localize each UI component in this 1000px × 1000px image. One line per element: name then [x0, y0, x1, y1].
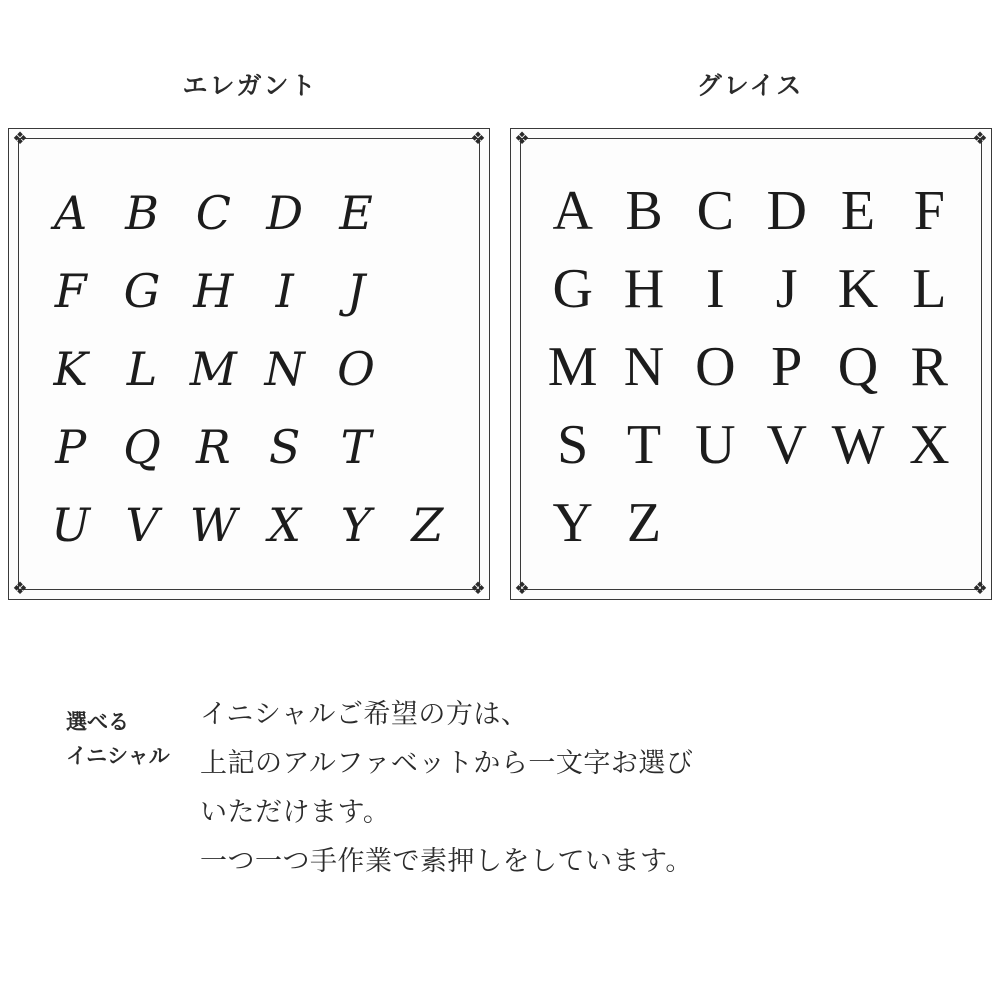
description-section — [0, 690, 1000, 886]
ornament-corner-icon: ❖ — [514, 579, 530, 598]
letter-cell — [822, 485, 893, 561]
letter-cell[interactable]: Y — [340, 498, 372, 552]
alphabet-area — [35, 159, 463, 573]
description-label-line1: 選べる — [66, 711, 129, 734]
letter-cell[interactable]: M — [547, 336, 598, 398]
letter-cell[interactable]: L — [126, 342, 158, 396]
alphabet-panels — [8, 128, 992, 600]
description-text-line: イニシャルご希望の方は、 — [200, 699, 529, 729]
letter-cell[interactable]: K — [837, 258, 879, 320]
panel-headings — [0, 66, 1000, 102]
letter-cell[interactable]: H — [623, 258, 665, 320]
letter-cell[interactable]: I — [275, 264, 294, 318]
description-text — [200, 690, 693, 886]
letter-cell[interactable]: R — [196, 420, 231, 474]
letter-cell[interactable]: C — [696, 180, 734, 242]
letter-cell[interactable]: B — [125, 186, 159, 240]
letter-cell — [392, 255, 463, 327]
letter-cell — [751, 485, 822, 561]
letter-cell[interactable]: M — [189, 342, 237, 396]
ornament-corner-icon: ❖ — [972, 129, 988, 148]
letter-cell[interactable]: N — [264, 342, 305, 396]
alphabet-grid — [35, 177, 463, 561]
ornament-corner-icon: ❖ — [470, 579, 486, 598]
ornament-corner-icon: ❖ — [12, 579, 28, 598]
letter-cell[interactable]: J — [775, 258, 798, 320]
letter-cell — [392, 333, 463, 405]
description-text-line: いただけます。 — [200, 797, 391, 827]
letter-cell[interactable]: C — [195, 186, 231, 240]
ornament-corner-icon: ❖ — [470, 129, 486, 148]
letter-cell[interactable]: P — [55, 420, 87, 474]
letter-cell[interactable]: G — [552, 258, 593, 320]
letter-cell[interactable]: N — [623, 336, 665, 398]
letter-cell[interactable]: E — [840, 180, 876, 242]
letter-cell[interactable]: G — [123, 264, 161, 318]
letter-cell[interactable]: X — [909, 414, 950, 476]
letter-cell[interactable]: O — [337, 342, 375, 396]
alphabet-panel-grace — [510, 128, 992, 600]
letter-cell[interactable]: D — [766, 180, 807, 242]
letter-cell[interactable]: D — [266, 186, 304, 240]
letter-cell[interactable]: O — [695, 336, 736, 398]
letter-cell[interactable]: Y — [552, 492, 593, 554]
letter-cell[interactable]: I — [706, 258, 725, 320]
ornament-corner-icon: ❖ — [972, 579, 988, 598]
letter-cell[interactable]: U — [695, 414, 736, 476]
letter-cell[interactable]: Q — [837, 336, 879, 398]
heading-cell-grace — [500, 66, 1000, 102]
letter-cell[interactable]: T — [340, 420, 372, 474]
letter-cell[interactable]: X — [268, 498, 302, 552]
letter-cell[interactable]: H — [193, 264, 234, 318]
letter-cell[interactable]: E — [339, 186, 373, 240]
description-text-line: 一つ一つ手作業で素押しをしています。 — [200, 846, 693, 876]
heading-cell-elegant — [0, 66, 500, 102]
letter-cell[interactable]: Z — [626, 492, 662, 554]
letter-cell[interactable]: F — [913, 180, 945, 242]
letter-cell[interactable]: W — [831, 414, 885, 476]
letter-cell[interactable]: T — [626, 414, 662, 476]
letter-cell[interactable]: U — [51, 498, 91, 552]
ornament-corner-icon: ❖ — [12, 129, 28, 148]
letter-cell[interactable]: S — [557, 414, 589, 476]
letter-cell — [392, 177, 463, 249]
description-label-line2: イニシャル — [66, 745, 170, 768]
letter-cell[interactable]: B — [625, 180, 663, 242]
panel-heading-label: エレガント — [182, 72, 318, 100]
letter-cell[interactable]: V — [766, 414, 807, 476]
alphabet-grid — [537, 173, 965, 561]
letter-cell[interactable]: J — [346, 264, 366, 318]
letter-cell[interactable]: W — [189, 498, 237, 552]
letter-cell — [680, 485, 751, 561]
alphabet-panel-elegant — [8, 128, 490, 600]
letter-cell[interactable]: K — [53, 342, 88, 396]
letter-cell[interactable]: S — [268, 420, 301, 474]
letter-cell[interactable]: F — [54, 264, 87, 318]
letter-cell[interactable]: V — [125, 498, 159, 552]
letter-cell[interactable]: Q — [123, 420, 161, 474]
panel-heading-label: グレイス — [696, 72, 804, 100]
letter-cell[interactable]: A — [54, 186, 88, 240]
letter-cell[interactable]: Z — [411, 498, 444, 552]
letter-cell — [392, 411, 463, 483]
letter-cell — [894, 485, 965, 561]
description-label — [0, 690, 200, 774]
letter-cell[interactable]: R — [910, 336, 948, 398]
alphabet-area — [537, 159, 965, 573]
letter-cell[interactable]: L — [912, 258, 947, 320]
ornament-corner-icon: ❖ — [514, 129, 530, 148]
description-text-line: 上記のアルファベットから一文字お選び — [200, 748, 694, 778]
letter-cell[interactable]: A — [552, 180, 593, 242]
letter-cell[interactable]: P — [771, 336, 803, 398]
